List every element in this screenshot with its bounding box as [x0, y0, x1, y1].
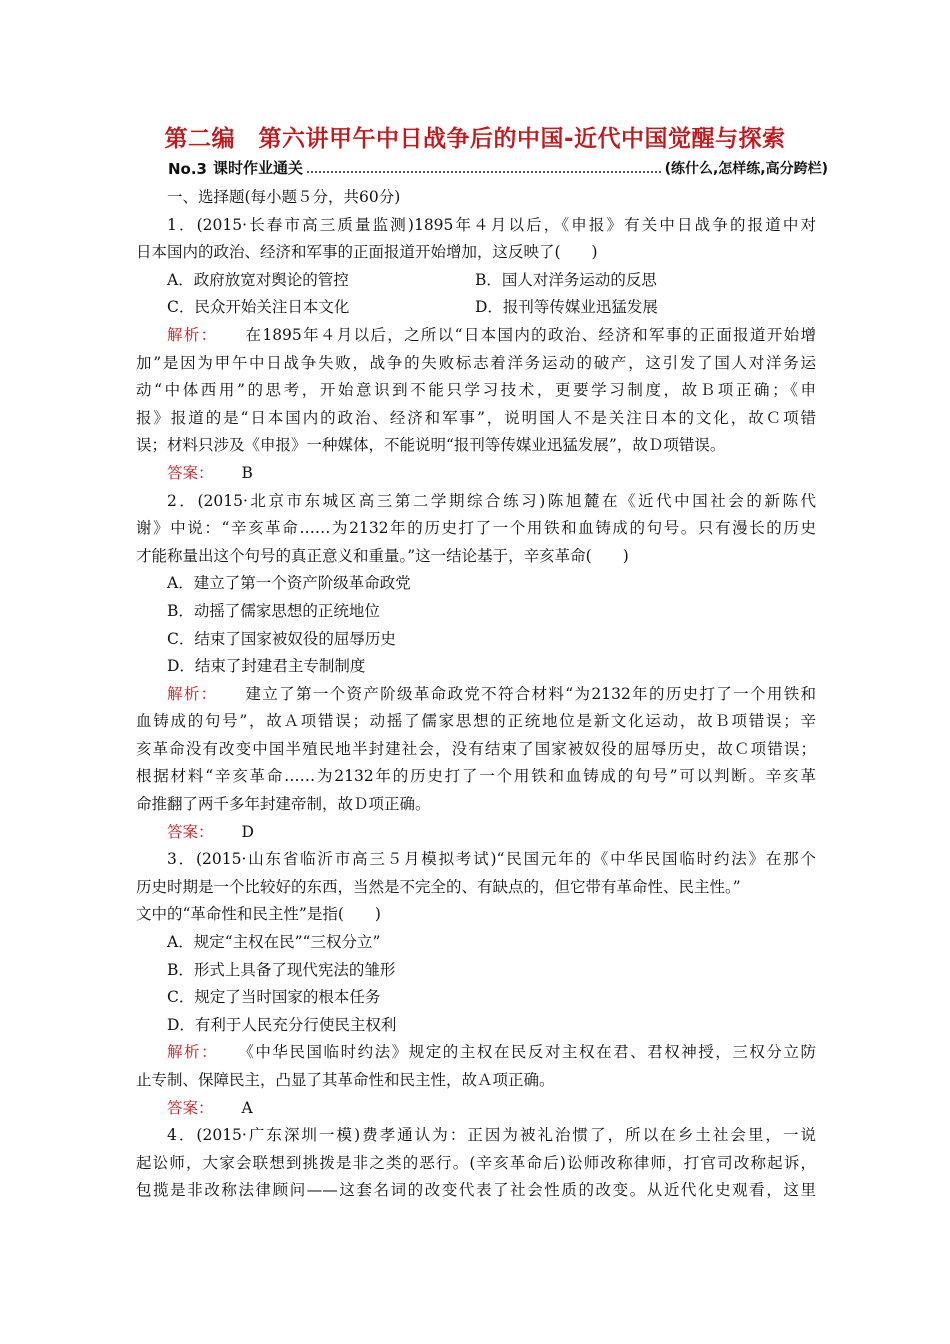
option-d: D．报刊等传媒业迅猛发展 — [475, 298, 658, 317]
analysis-line: 根据材料“辛亥革命……为2132年的历史打了一个用铁和血铸成的句号”可以判断。辛亥革 — [136, 767, 816, 786]
analysis-line: 动“中体西用”的思考，开始意识到不能只学习技术，更要学习制度，故Ｂ项正确；《申 — [136, 381, 816, 400]
option-d: D．结束了封建君主专制制度 — [167, 657, 366, 676]
option-c: C．结束了国家被奴役的屈辱历史 — [167, 629, 396, 648]
analysis-label: 解析： — [167, 1043, 219, 1062]
answer-line — [136, 819, 816, 847]
section-heading: 一、选择题(每小题５分，共60分) — [167, 188, 401, 206]
option-c: C．规定了当时国家的根本任务 — [167, 988, 381, 1007]
analysis-line — [136, 681, 816, 709]
question-line: 文中的“革命性和民主性”是指( ) — [136, 905, 381, 924]
question-line: 日本国内的政治、经济和军事的正面报道开始增加，这反映了( ) — [136, 243, 598, 262]
question-2 — [136, 488, 816, 847]
analysis-line: 加”是因为甲午中日战争失败，战争的失败标志着洋务运动的破产，这引发了国人对洋务运 — [136, 353, 816, 372]
analysis-line: 命推翻了两千多年封建帝制，故Ｄ项正确。 — [136, 795, 431, 814]
section-subheader — [168, 156, 828, 178]
analysis-line — [136, 1039, 816, 1067]
document-body — [136, 184, 816, 1205]
page-title: 第二编 第六讲甲午中日战争后的中国-近代中国觉醒与探索 — [164, 126, 786, 152]
question-line: 谢》中说：“辛亥革命……为2132年的历史打了一个用铁和血铸成的句号。只有漫长的历史 — [136, 519, 816, 538]
analysis-text: 在1895年４月以后，之所以“日本国内的政治、经济和军事的正面报道开始增 — [245, 325, 816, 344]
dotted-leader — [307, 171, 661, 173]
question-line: 起讼师，大家会联想到挑拨是非之类的恶行。(辛亥革命后)讼师改称律师，打官司改称起诉， — [136, 1153, 816, 1172]
question-1 — [136, 212, 816, 488]
analysis-line: 报》报道的是“日本国内的政治、经济和军事”，说明国人不是关注日本的文化，故Ｃ项错 — [136, 408, 816, 427]
analysis-line: 误；材料只涉及《申报》一种媒体，不能说明“报刊等传媒业迅猛发展”，故Ｄ项错误。 — [136, 436, 726, 455]
question-line: 2．(2015·北京市东城区高三第二学期综合练习)陈旭麓在《近代中国社会的新陈代 — [167, 491, 816, 510]
analysis-label: 解析： — [167, 325, 218, 344]
analysis-text: 《中华民国临时约法》规定的主权在民反对主权在君、君权神授，三权分立防 — [246, 1043, 816, 1062]
question-line: 4．(2015·广东深圳一模)费孝通认为：正因为被礼治惯了，所以在乡土社会里，一说 — [167, 1126, 816, 1145]
subheader-heading: 课时作业通关 — [213, 159, 304, 177]
option-row — [136, 267, 816, 295]
answer-line — [136, 460, 816, 488]
question-line: 包揽是非改称法律顾问——这套名词的改变代表了社会性质的改变。从近代化史观看，这里 — [136, 1181, 816, 1200]
lesson-code: No.3 — [168, 160, 207, 178]
option-b: B．动摇了儒家思想的正统地位 — [167, 601, 380, 620]
option-b: B．形式上具备了现代宪法的雏形 — [167, 960, 396, 979]
analysis-line: 血铸成的句号”，故Ａ项错误；动摇了儒家思想的正统地位是新文化运动，故Ｂ项错误；辛 — [136, 712, 816, 731]
answer-value: A — [241, 1098, 253, 1117]
subheader-tagline: (练什么,怎样练,高分跨栏) — [664, 161, 828, 177]
analysis-line — [136, 322, 816, 350]
question-line: 3．(2015·山东省临沂市高三５月模拟考试)“民国元年的《中华民国临时约法》在那个 — [167, 850, 816, 869]
option-c: C．民众开始关注日本文化 — [167, 298, 350, 317]
answer-label: 答案： — [167, 1098, 214, 1117]
option-row — [136, 294, 816, 322]
analysis-line: 亥革命没有改变中国半殖民地半封建社会，没有结束了国家被奴役的屈辱历史，故Ｃ项错误； — [136, 739, 816, 758]
question-line: 才能称量出这个句号的真正意义和重量。”这一结论基于，辛亥革命( ) — [136, 546, 629, 565]
answer-value: B — [241, 463, 253, 482]
question-line: 历史时期是一个比较好的东西，当然是不完全的、有缺点的，但它带有革命性、民主性。” — [136, 877, 741, 896]
answer-label: 答案： — [167, 822, 214, 841]
question-3 — [136, 846, 816, 1122]
question-4 — [136, 1122, 816, 1205]
answer-value: D — [241, 822, 254, 841]
answer-line — [136, 1095, 816, 1123]
option-b: B．国人对洋务运动的反思 — [475, 270, 657, 289]
option-a: A．规定“主权在民”“三权分立” — [167, 933, 381, 952]
question-line: 1．(2015·长春市高三质量监测)1895年４月以后，《申报》有关中日战争的报道中对 — [167, 215, 816, 234]
analysis-label: 解析： — [167, 684, 218, 703]
option-a: A．建立了第一个资产阶级革命政党 — [167, 574, 411, 593]
analysis-line: 止专制、保障民主，凸显了其革命性和民主性，故Ａ项正确。 — [136, 1071, 555, 1089]
analysis-text: 建立了第一个资产阶级革命政党不符合材料“为2132年的历史打了一个用铁和 — [245, 684, 816, 703]
answer-label: 答案： — [167, 463, 214, 482]
option-d: D．有利于人民充分行使民主权利 — [167, 1015, 397, 1034]
option-a: A．政府放宽对舆论的管控 — [167, 270, 349, 289]
